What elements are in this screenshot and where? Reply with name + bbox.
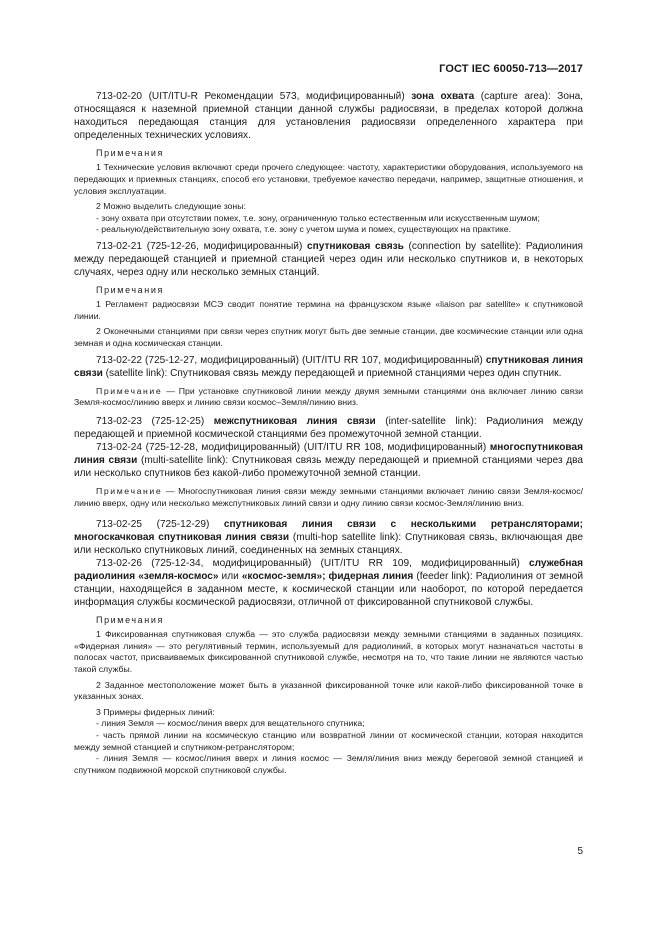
note-3: 3 Примеры фидерных линий: [96, 706, 215, 717]
document-header: ГОСТ IEC 60050-713—2017 [439, 63, 583, 75]
page-number: 5 [577, 846, 583, 857]
entry-713-02-24: 713-02-24 (725-12-28, модифицированный) (UIT/ITU RR 108, модифицированный) многоспутниковая линия связи (multi-satellite link): Спутниковая связь между передающей и приемной станциями через два или несколько спутников без какой-либо промежуточной земной станции. [74, 442, 583, 480]
note-2: 2 Заданное местоположение может быть в указанной фиксированной точке или какой-либо фиксированной точке в указанных зонах. [74, 679, 583, 702]
note-2: 2 Оконечными станциями при связи через спутник могут быть две земные станции, две космические станции или одна земная и одна космическая станции. [74, 326, 583, 348]
entry-713-02-22: 713-02-22 (725-12-27, модифицированный) (UIT/ITU RR 107, модифицированный) спутниковая линия связи (satellite link): Спутниковая связь между передающей и приемной станциями через один спутник. [74, 354, 584, 379]
notes-heading: Примечания [96, 615, 164, 626]
note-3-item: - линия Земля — космос/линия вверх и линия космос — Земля/линия вниз между береговой земной станцией и спутником подвижной морской спутниковой службы. [74, 753, 583, 775]
note-1: 1 Фиксированная спутниковая служба — это служба радиосвязи между земными станциями в заданных позициях. «Фидерная линия» — это регулятивный термин, используемый для радиолиний, в которых могут назначаться частоты в полосах частот, присваиваемых фиксированной спутниковой службе, несмотря на то, что такие линии не являются частью такой службы. [74, 629, 583, 675]
entry-713-02-25: 713-02-25 (725-12-29) спутниковая линия связи с несколькими ретрансляторами; многоскачковая спутниковая линия связи (multi-hop satellite link): Спутниковая связь, включающая две или несколько спутниковых линий, соединенных на земных станциях. [74, 518, 583, 556]
term: служебная радиолиния «земля-космос» [74, 557, 583, 582]
term: «космос-земля»; фидерная линия [241, 571, 414, 582]
note: Примечание — Многоспутниковая линия связи между земными станциями включает линию связи Земля-космос/линию вверх, одну или несколько межспутниковых линий связи и одну линию связи космос-Земля/линию вниз. [74, 486, 583, 509]
term: зона охвата [411, 91, 475, 102]
note-3-item: - часть прямой линии на космическую станцию или возвратной линии от космической станции, которая находится между земной станцией и спутником-ретранслятором; [74, 730, 583, 752]
note-2-item: - зону охвата при отсутствии помех, т.е. зону, ограниченную только естественным или искусственным шумом; [96, 212, 540, 223]
notes-heading: Примечания [96, 285, 164, 296]
note: Примечание — При установке спутниковой линии между двумя земными станциями она включает линию связи Земля-космос/линию вверх и линию связи космос–Земля/линию вниз. [74, 385, 583, 408]
entry-713-02-20: 713-02-20 (UIT/ITU-R Рекомендации 573, модифицированный) зона охвата (capture area): Зона, относящаяся к наземной приемной станции данной службы радиосвязи, в пределах которой должна находиться передающая станция для установления радиосвязи определенного характера при определенных технических условиях. [74, 91, 584, 142]
entry-713-02-26: 713-02-26 (725-12-34, модифицированный) (UIT/ITU RR 109, модифицированный) служебная радиолиния «земля-космос» или «космос-земля»; фидерная линия (feeder link): Радиолиния от земной станции, находящейся в заданном месте, к космической станции или наоборот, по которой передается информация службы космической радиосвязи, отличной от фиксированной спутниковой службы. [74, 557, 584, 609]
note-3-item: - линия Земля — космос/линия вверх для вещательного спутника; [96, 718, 365, 729]
note-1: 1 Технические условия включают среди прочего следующее: частоту, характеристики оборудования, используемого на передающих и приемных станциях, способ его установки, требуемое качество передачи, например, защитные отношения, и условия эксплуатации. [74, 162, 583, 196]
term: спутниковая связь [307, 240, 404, 252]
term: спутниковая линия связи с несколькими ретрансляторами; многоскачковая спутниковая линия связи [74, 518, 583, 543]
term: спутниковая линия связи [74, 354, 584, 379]
note-2: 2 Можно выделить следующие зоны: [96, 201, 246, 212]
notes-heading: Примечания [96, 148, 164, 159]
note-2-item: - реальную/действительную зону охвата, т.е. зону с учетом шума и помех, существующих на практике. [96, 224, 512, 235]
entry-713-02-21: 713-02-21 (725-12-26, модифицированный) спутниковая связь (connection by satellite): Радиолиния между передающей станцией и приемной станцией через один или несколько спутников и, в некоторых случаях, через одну или несколько земных станций. [74, 240, 583, 279]
term: многоспутниковая линия связи [74, 442, 583, 467]
term: межспутниковая линия связи [213, 415, 376, 427]
entry-713-02-23: 713-02-23 (725-12-25) межспутниковая линия связи (inter-satellite link): Радиолиния между передающей и приемной космической станциями без промежуточной земной станции. [74, 415, 583, 441]
document-body [74, 90, 583, 776]
note-1: 1 Регламент радиосвязи МСЭ сводит понятие термина на французском языке «liaison par satellite» к спутниковой линии. [74, 299, 583, 321]
